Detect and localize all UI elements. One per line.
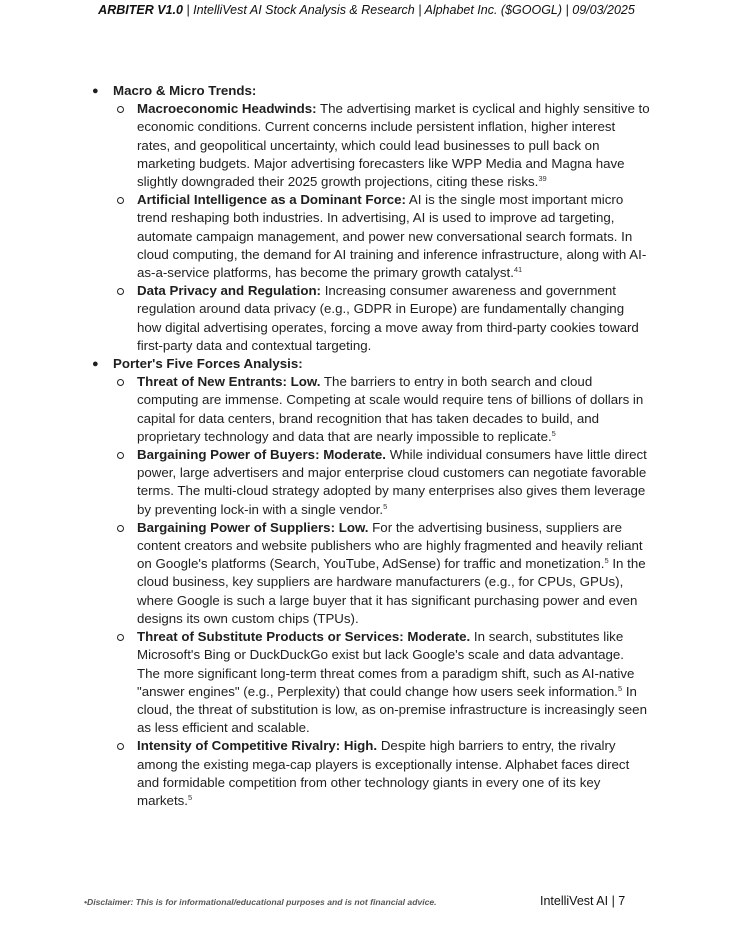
item-label: Macroeconomic Headwinds: <box>137 101 317 117</box>
item-label: Data Privacy and Regulation: <box>137 283 321 299</box>
list-item <box>113 446 650 519</box>
header-sep: | <box>182 3 194 17</box>
item-text-continued: In the cloud business, key suppliers are hardware manufacturers (e.g., for CPUs, GPUs), where Google is such a large buyer that it has significant purchasing power and even designs its own custom chips (TPUs). <box>137 556 646 626</box>
item-text: In search, substitutes like Microsoft's Bing or DuckDuckGo exist but lack Google's scale and data advantage. The more significant long-term threat comes from a paradigm shift, such as AI-native "answer engines" (e.g., Perplexity) that could change how users seek information. <box>137 629 635 699</box>
hollow-bullet-icon <box>117 106 124 113</box>
header-sep: | <box>414 3 425 17</box>
item-text: Increasing consumer awareness and government regulation around data privacy (e.g., GDPR in Europe) are fundamentally changing how digital advertising operates, forcing a move away from third-party cookies toward first-party data and contextual targeting. <box>137 283 639 353</box>
item-text: AI is the single most important micro trend reshaping both industries. In advertising, AI is used to improve ad targeting, automate campaign management, and power new conversational search formats. In cloud computing, the demand for AI training and inference infrastructure, along with AI-as-a-service platforms, has become the primary growth catalyst. <box>137 192 647 281</box>
item-text: Despite high barriers to entry, the rivalry among the existing mega-cap players is exceptionally intense. Alphabet faces direct and formidable competition from other technology giants in every one of its key markets. <box>137 738 630 808</box>
list-item <box>113 737 650 810</box>
item-text-continued: In cloud, the threat of substitution is low, as on-premise infrastructure is increasingly seen as less efficient and scalable. <box>137 683 647 736</box>
forces-list <box>113 373 650 810</box>
bullet-icon: ● <box>92 85 99 97</box>
item-label: Threat of New Entrants: Low. <box>137 374 321 390</box>
header-brand: ARBITER V1.0 <box>98 3 183 17</box>
item-label: Bargaining Power of Suppliers: Low. <box>137 519 369 535</box>
item-text: While individual consumers have little direct power, large advertisers and major enterprise cloud customers can negotiate favorable terms. The multi-cloud strategy adopted by many enterprises also gives them leverage by preventing lock-in with a single vendor. <box>137 447 647 517</box>
hollow-bullet-icon <box>117 525 124 532</box>
footnote-ref: 5 <box>187 792 193 802</box>
footnote-ref: 5 <box>551 428 556 438</box>
hollow-bullet-icon <box>117 452 124 459</box>
header-date: 09/03/2025 <box>572 3 635 17</box>
footer-disclaimer: •Disclaimer: This is for informational/educational purposes and is not financial advice. <box>84 897 437 907</box>
section-title: Porter's Five Forces Analysis: <box>113 356 303 372</box>
header-sep: | <box>562 3 573 17</box>
document-body <box>90 82 650 810</box>
item-label: Artificial Intelligence as a Dominant Force: <box>137 192 406 208</box>
page-header <box>0 3 733 17</box>
section-macro-micro-trends <box>90 82 650 355</box>
header-company: Alphabet Inc. ($GOOGL) <box>424 3 563 17</box>
section-list <box>90 82 650 810</box>
footnote-ref: 5 <box>604 556 609 566</box>
list-item <box>113 519 650 628</box>
hollow-bullet-icon <box>117 379 124 386</box>
footnote-ref: 5 <box>618 683 623 693</box>
hollow-bullet-icon <box>117 288 124 295</box>
footnote-ref: 41 <box>513 265 523 275</box>
list-item <box>113 373 650 446</box>
item-label: Bargaining Power of Buyers: Moderate. <box>137 447 386 463</box>
section-porters-five-forces <box>90 355 650 810</box>
list-item <box>113 282 650 355</box>
footnote-ref: 5 <box>383 501 388 511</box>
footnote-ref: 39 <box>538 174 547 184</box>
bullet-icon: ● <box>92 358 99 371</box>
item-label: Intensity of Competitive Rivalry: High. <box>137 738 378 754</box>
trend-list <box>113 100 650 355</box>
list-item <box>113 191 650 282</box>
list-item <box>113 628 650 737</box>
hollow-bullet-icon <box>117 197 124 204</box>
item-text: For the advertising business, suppliers are content creators and website publishers who are highly fragmented and heavily reliant on Google's platforms (Search, YouTube, AdSense) for traffic and monetization. <box>137 519 643 572</box>
hollow-bullet-icon <box>117 634 124 641</box>
item-text: The barriers to entry in both search and cloud computing are immense. Competing at scale would require tens of billions of dollars in capital for data centers, brand recognition that has taken decades to build, and proprietary technology and data that are nearly impossible to replicate. <box>137 374 644 444</box>
item-text: The advertising market is cyclical and highly sensitive to economic conditions. Current concerns include persistent inflation, higher interest rates, and geopolitical uncertainty, which could lead businesses to pull back on marketing budgets. Major advertising forecasters like WPP Media and Magna have slightly downgraded their 2025 growth projections, citing these risks. <box>137 101 650 190</box>
hollow-bullet-icon <box>117 743 124 750</box>
item-label: Threat of Substitute Products or Services: Moderate. <box>137 629 471 645</box>
footer-page-label: IntelliVest AI | 7 <box>540 894 626 908</box>
list-item <box>113 100 650 191</box>
header-title: IntelliVest AI Stock Analysis & Research <box>193 3 415 17</box>
section-title: Macro & Micro Trends: <box>113 83 257 98</box>
